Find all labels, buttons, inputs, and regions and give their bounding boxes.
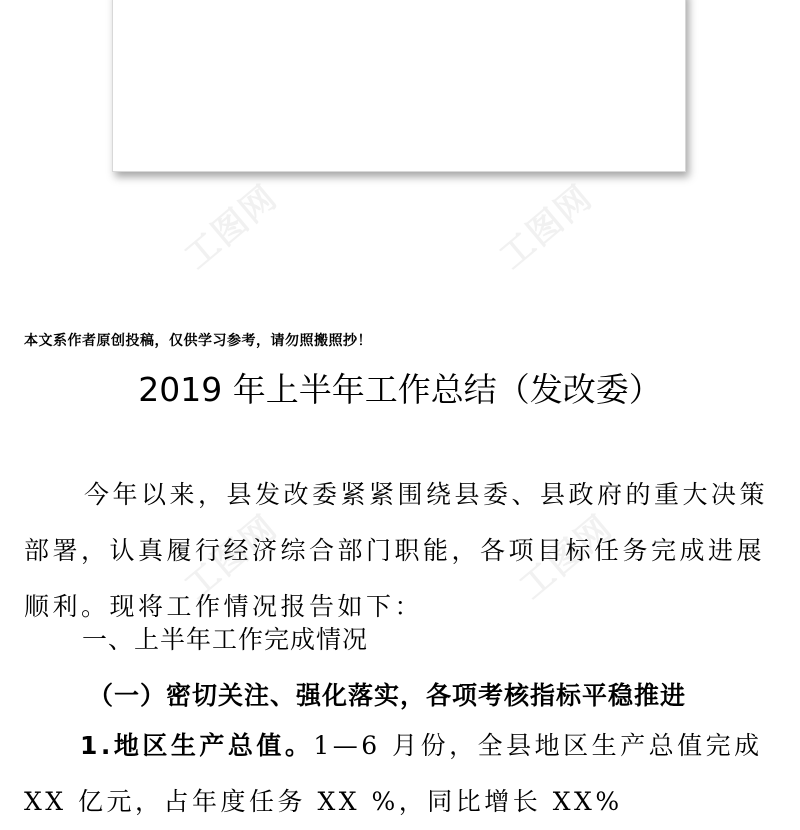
cover-page-card [112, 0, 686, 172]
intro-paragraph [24, 467, 784, 635]
document-title: 2019 年上半年工作总结（发改委） [138, 370, 662, 409]
paragraph-line: 顺利。现将工作情况报告如下： [24, 592, 424, 621]
item-text: 1—6 月份，全县地区生产总值完成 [313, 731, 763, 760]
watermark: 工图网 [177, 177, 286, 278]
subsection-heading: （一）密切关注、强化落实，各项考核指标平稳推进 [88, 681, 687, 710]
paragraph-line: XX 亿元，占年度任务 XX %，同比增长 XX% [24, 787, 623, 816]
copyright-notice: 本文系作者原创投稿，仅供学习参考，请勿照搬照抄！ [24, 333, 372, 349]
section-heading: 一、上半年工作完成情况 [82, 625, 369, 654]
item-lead: 1.地区生产总值。 [80, 731, 314, 760]
paragraph-line: 今年以来，县发改委紧紧围绕县委、县政府的重大决策 [84, 480, 769, 509]
watermark: 工图网 [492, 177, 601, 278]
paragraph-line: 部署，认真履行经济综合部门职能，各项目标任务完成进展 [24, 536, 766, 565]
watermark: 工图网 [177, 507, 286, 608]
paragraph-line [24, 718, 784, 774]
watermark: 工图网 [512, 507, 621, 608]
gdp-paragraph [24, 718, 784, 830]
